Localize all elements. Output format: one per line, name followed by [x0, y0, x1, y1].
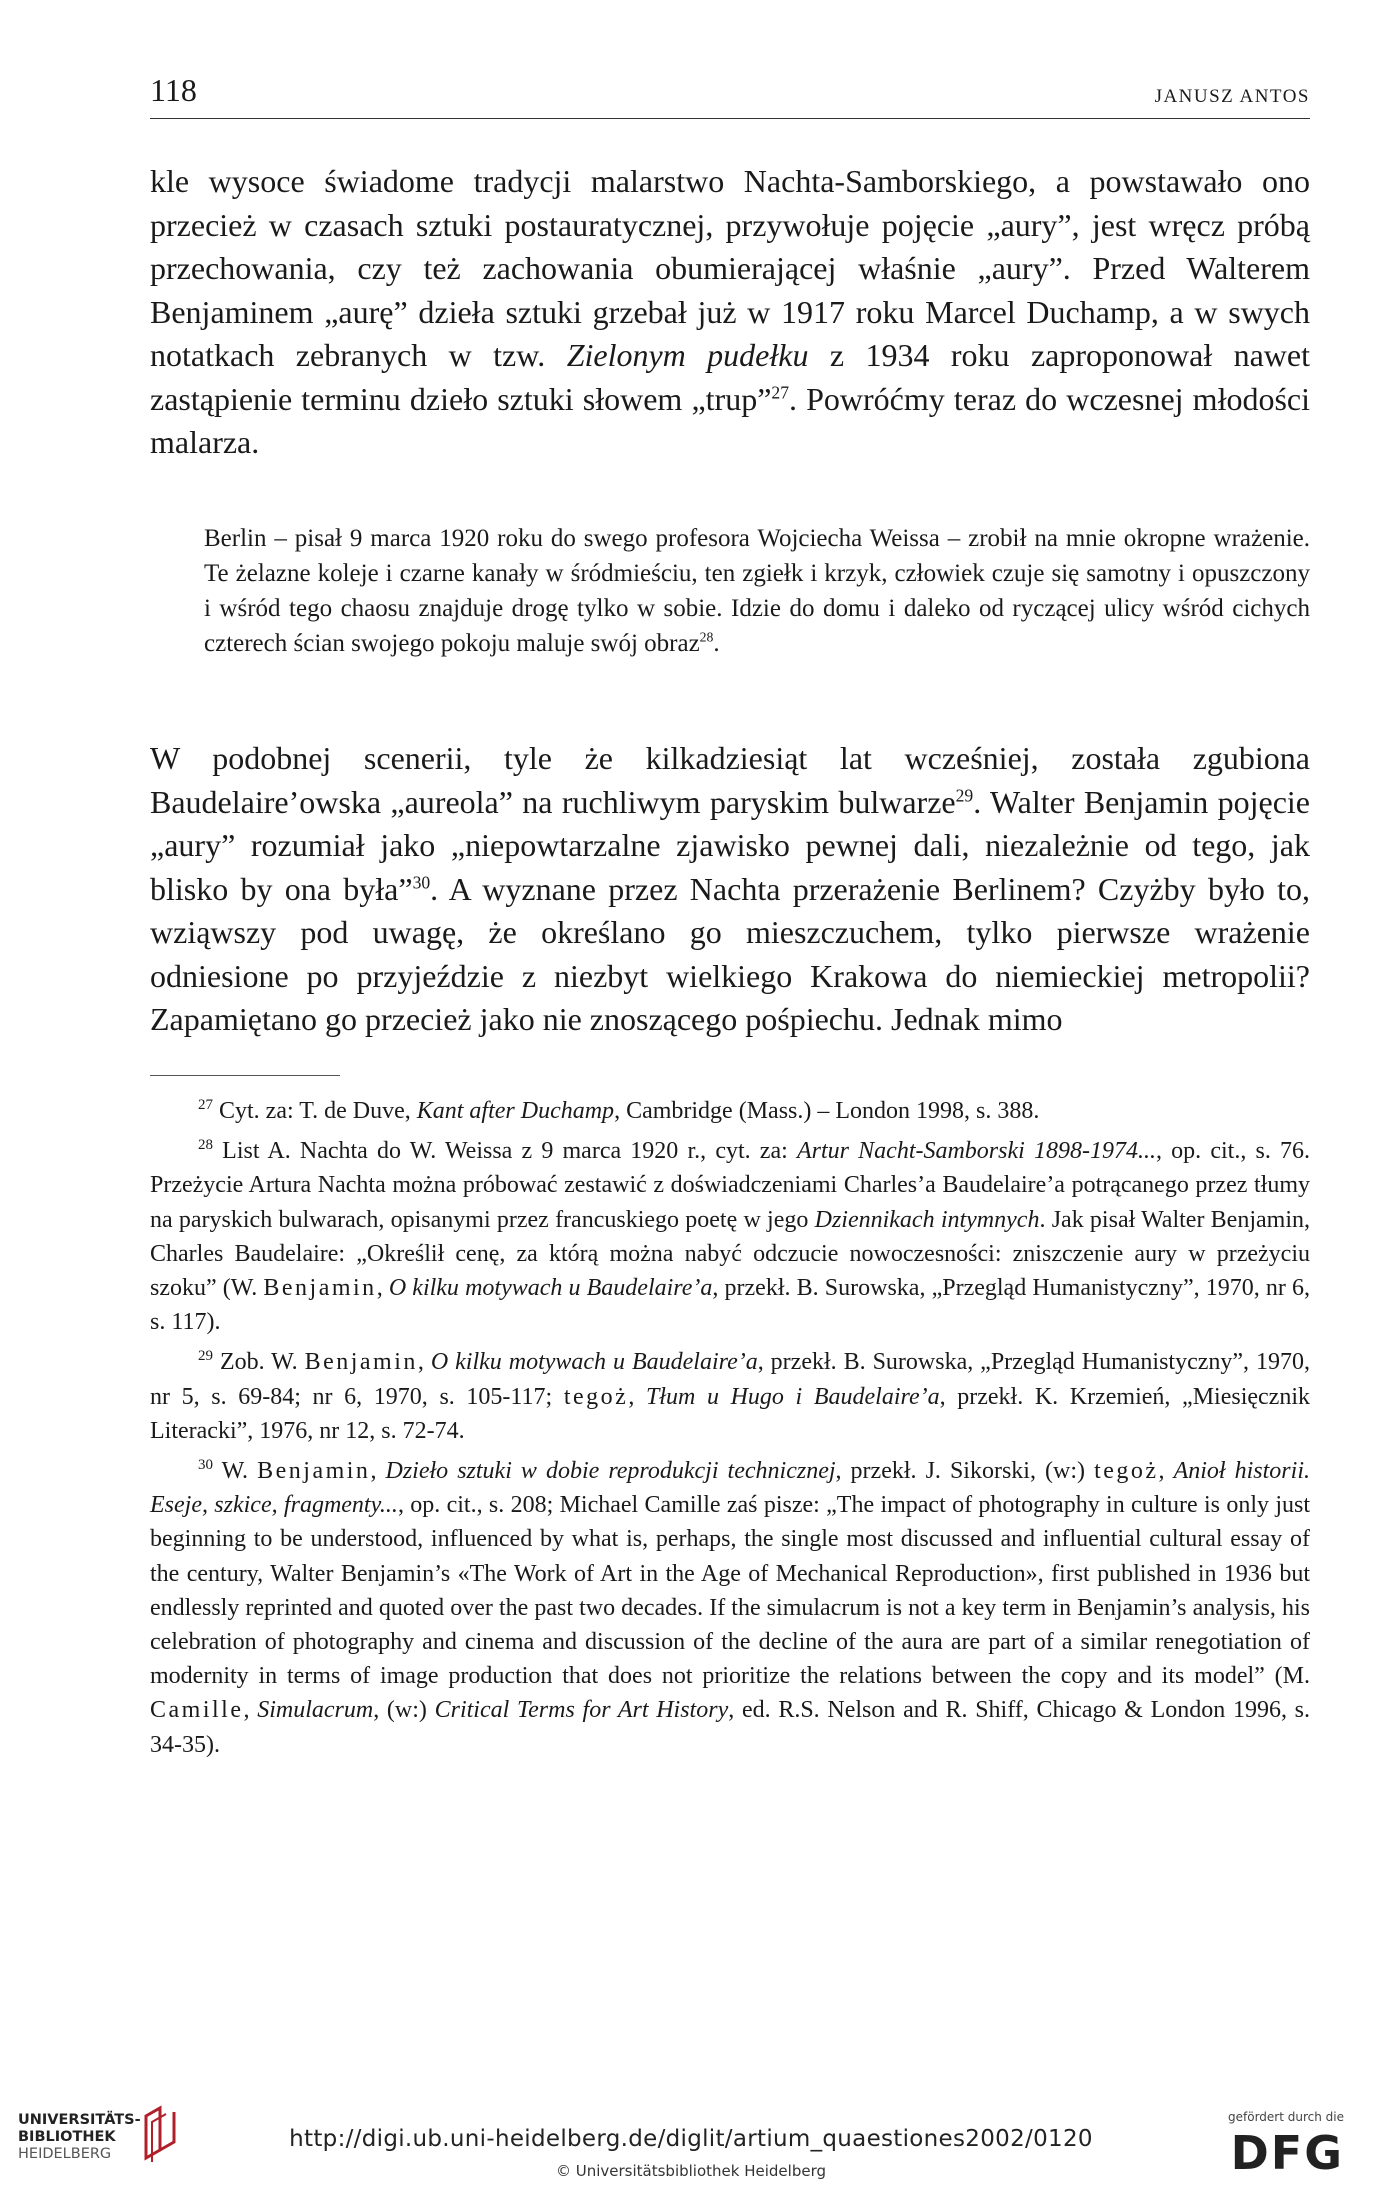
- text-run: W.: [213, 1458, 258, 1485]
- text-run: kle wysoce świadome tradycji malarstwo Nachta-Samborskiego, a powstawało ono przecież w czasach sztuki postauratycznej, przywołuje pojęcie „aury”, jest wręcz próbą przechowania, czy też zachowania obumierającej właśnie „aury”. Przed Walterem Benjaminem „aurę” dzieła sztuki grzebał już w 1917 roku Marcel Duchamp, a w swych notatkach zebranych w tzw.: [150, 163, 1310, 373]
- footnote-28: [150, 1128, 1310, 1339]
- text-run: , przekł. B. Surowska, „Przegląd Humanistyczny”, 1970, nr 6, s. 117).: [150, 1275, 1311, 1336]
- dfg-logo: DFG: [1230, 2126, 1344, 2180]
- footnote-27: [150, 1088, 1310, 1128]
- text-run: , przekł. K. Krzemień, „Miesięcznik Literacki”, 1976, nr 12, s. 72-74.: [150, 1383, 1311, 1444]
- text-run: . Walter Benjamin pojęcie „aury” rozumiał jako „niepowtarzalne zjawisko pewnej dali, niezależnie od tego, jak blisko by ona była”: [150, 783, 1311, 907]
- page-header: [150, 72, 1310, 119]
- text-run: z 1934 roku zaproponował nawet zastąpienie terminu dzieło sztuki słowem „trup”: [150, 337, 1311, 417]
- text-run: , op. cit., s. 76. Przeżycie Artura Nachta można próbować zestawić z doświadczeniami Charles’a Baudelaire’a potrącanego przez tłumy na paryskich bulwarach, opisanymi przez francuskiego poetę w jego: [150, 1138, 1311, 1233]
- footnote-ref-30[interactable]: 30: [412, 871, 431, 892]
- italic-title: O kilku motywach u Baudelaire’a: [430, 1349, 758, 1376]
- italic-title: Dzieło sztuki w dobie reprodukcji technicznej: [385, 1458, 836, 1485]
- body-paragraph-2: [150, 737, 1310, 1042]
- text-run: . Powróćmy teraz do wczesnej młodości malarza.: [150, 380, 1311, 460]
- quote-text: Berlin – pisał 9 marca 1920 roku do swego profesora Wojciecha Weissa – zrobił na mnie okropne wrażenie. Te żelazne koleje i czarne kanały w śródmieściu, ten zgiełk i krzyk, człowiek czuje się samotny i opuszczony i wśród tego chaosu znajduje drogę tylko w sobie. Idzie do domu i daleko od ryczącej ulicy wśród cichych czterech ścian swojego pokoju maluje swój obraz: [204, 525, 1310, 657]
- footnote-29: [150, 1339, 1310, 1448]
- running-head: JANUSZ ANTOS: [1154, 86, 1310, 107]
- text-run: , ed. R.S. Nelson and R. Shiff, Chicago & London 1996, s. 34-35).: [150, 1697, 1311, 1758]
- text-run: W podobnej scenerii, tyle że kilkadziesiąt lat wcześniej, została zgubiona Baudelaire’owska „aureola” na ruchliwym paryskim bulwarze: [150, 740, 1310, 820]
- italic-title: Dziennikach intymnych: [814, 1206, 1040, 1233]
- footer: [0, 2080, 1382, 2197]
- block-quote: [204, 521, 1310, 661]
- text-run: , przekł. B. Surowska, „Przegląd Humanistyczny”, 1970, nr 5, s. 69-84; nr 6, 1970, s. 105-117;: [150, 1349, 1311, 1410]
- body-paragraph-1: [150, 160, 1310, 465]
- footer-copyright: © Universitätsbibliothek Heidelberg: [555, 2162, 826, 2180]
- text-run: Cyt. za: T. de Duve,: [213, 1098, 417, 1124]
- text-run: .: [713, 630, 720, 657]
- italic-title: O kilku motywach u Baudelaire’a: [388, 1275, 713, 1302]
- library-line: HEIDELBERG: [18, 2146, 112, 2162]
- library-line: BIBLIOTHEK: [18, 2129, 116, 2145]
- footnote-ref-29[interactable]: 29: [955, 784, 974, 805]
- text-run: ,: [1158, 1458, 1174, 1485]
- spaced-author: Benjamin: [263, 1275, 377, 1302]
- footnote-number: 30: [198, 1457, 213, 1474]
- spaced-author: Camille: [150, 1697, 244, 1724]
- footnote-30: [150, 1448, 1310, 1762]
- text-run: ,: [628, 1383, 646, 1410]
- italic-title: Kant after Duchamp: [416, 1098, 615, 1124]
- text-run: ,: [370, 1458, 386, 1485]
- text-run: . Jak pisał Walter Benjamin, Charles Baudelaire: „Określił cenę, za którą można nabyć odczucie nowoczesności: zniszczenie aury w przeżyciu szoku” (W.: [150, 1206, 1310, 1302]
- footer-url-link[interactable]: http://digi.ub.uni-heidelberg.de/diglit/artium_quaestiones2002/0120: [289, 2126, 1093, 2152]
- dfg-note: gefördert durch die: [1228, 2110, 1344, 2124]
- text-run: ,: [376, 1275, 389, 1302]
- text-run: ,: [243, 1697, 258, 1724]
- spaced-author: tegoż: [563, 1383, 629, 1410]
- footnotes: [150, 1088, 1310, 1762]
- text-run: , op. cit., s. 208; Michael Camille zaś pisze: „The impact of photography in culture is only just beginning to be understood, influenced by what is, perhaps, the single most discussed and influential cultural essay of the century, Walter Benjamin’s «The Work of Art in the Age of Mechanical Reproduction», first published in 1936 but endlessly reprinted and quoted over the past two decades. If the simulacrum is not a key term in Benjamin’s analysis, his celebration of photography and cinema and discussion of the decline of the aura are part of a similar renegotiation of modernity in terms of image production that does not prioritize the relations between the copy and its model” (M.: [150, 1492, 1311, 1690]
- text-run: List A. Nachta do W. Weissa z 9 marca 1920 r., cyt. za:: [213, 1138, 797, 1165]
- text-run: Zob. W.: [213, 1349, 305, 1376]
- text-run: , Cambridge (Mass.) – London 1998, s. 388.: [614, 1098, 1040, 1124]
- page-number: 118: [150, 72, 197, 108]
- italic-title: Simulacrum: [257, 1697, 374, 1724]
- text-run: , przekł. J. Sikorski, (w:): [835, 1458, 1095, 1485]
- italic-title: Critical Terms for Art History: [434, 1697, 729, 1724]
- italic-title: Zielonym pudełku: [566, 337, 809, 373]
- spaced-author: Benjamin: [304, 1349, 418, 1376]
- italic-title: Artur Nacht-Samborski 1898-1974...: [796, 1138, 1156, 1165]
- footnote-number: 27: [198, 1097, 213, 1113]
- text-run: . A wyznane przez Nachta przerażenie Berlinem? Czyżby było to, wziąwszy pod uwagę, że określano go mieszczuchem, tylko pierwsze wrażenie odniesione po przyjeździe z niezbyt wielkiego Krakowa do niemieckiej metropolii? Zapamiętano go przecież jako nie znoszącego pośpiechu. Jednak mimo: [150, 870, 1311, 1037]
- footnote-number: 29: [198, 1348, 213, 1365]
- footnote-ref-27[interactable]: 27: [771, 381, 789, 402]
- library-line: UNIVERSITÄTS-: [18, 2112, 141, 2128]
- footnote-ref-28[interactable]: 28: [699, 629, 714, 645]
- footnote-number: 28: [198, 1137, 213, 1154]
- text-run: ,: [417, 1349, 431, 1376]
- italic-title: Anioł historii. Eseje, szkice, fragmenty...: [150, 1458, 1310, 1519]
- spaced-author: Benjamin: [257, 1458, 371, 1485]
- footnote-divider: [150, 1075, 340, 1076]
- text-run: , (w:): [373, 1697, 435, 1724]
- spaced-author: tegoż: [1094, 1458, 1159, 1485]
- italic-title: Tłum u Hugo i Baudelaire’a: [645, 1383, 940, 1410]
